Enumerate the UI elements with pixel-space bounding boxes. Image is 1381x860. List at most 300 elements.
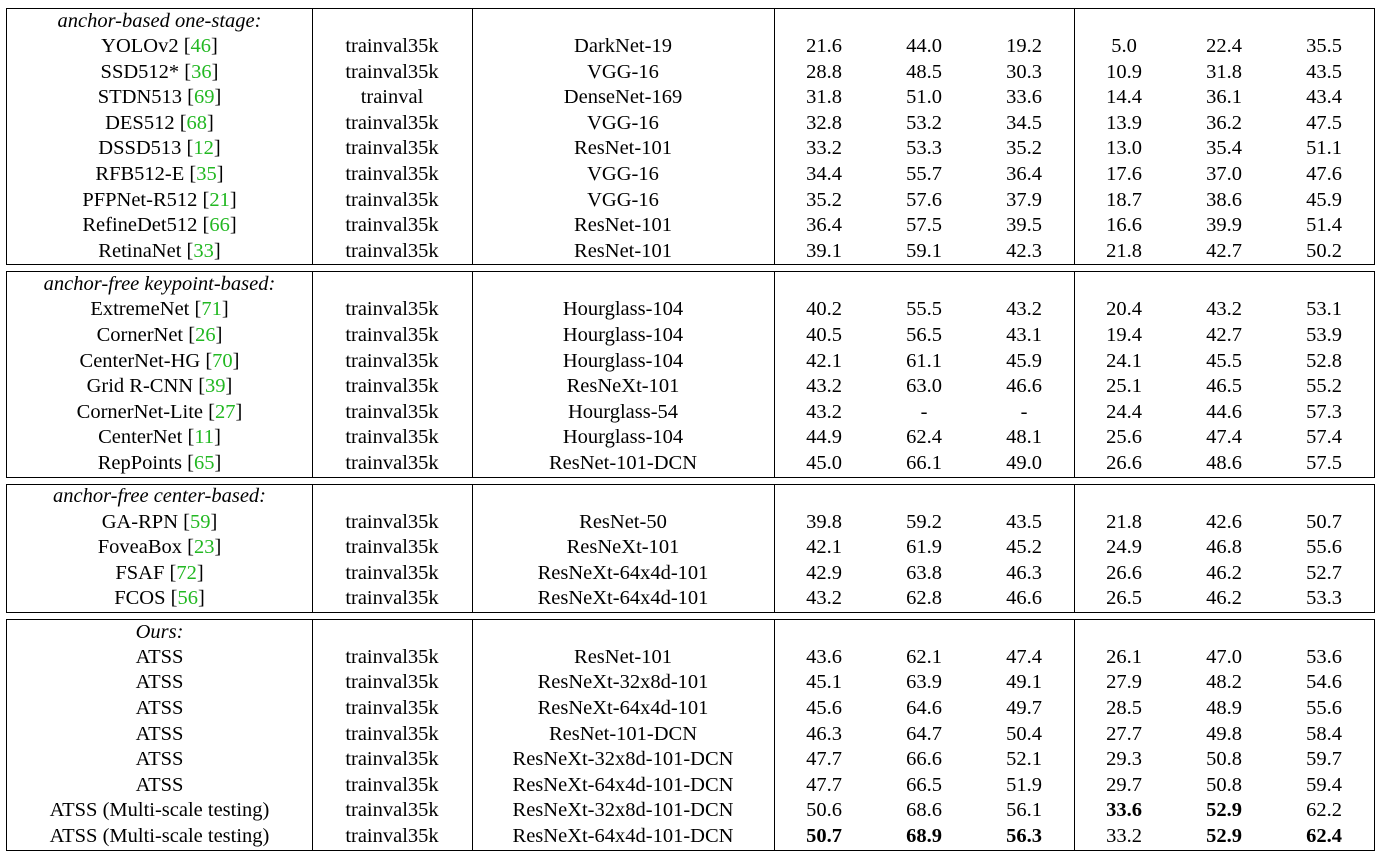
table-row xyxy=(7,824,1374,850)
citation-close: ] xyxy=(229,214,237,237)
table-section xyxy=(6,619,1375,851)
backbone-cell: ResNeXt-101 xyxy=(566,375,680,398)
table-row xyxy=(7,425,1374,451)
metric-cell: 66.1 xyxy=(906,451,942,474)
data-cell: trainval35k xyxy=(345,587,439,610)
method-cell xyxy=(7,510,312,536)
metric-cell: 34.4 xyxy=(806,162,842,185)
metric-cell: 55.6 xyxy=(1306,536,1342,559)
method-cell xyxy=(7,60,312,86)
method-name: ATSS xyxy=(135,773,184,796)
citation-close: ] xyxy=(207,111,214,134)
metric-cell: 59.1 xyxy=(906,239,942,262)
metric-cell: 47.7 xyxy=(806,748,842,771)
metric-cell: 33.2 xyxy=(806,137,842,160)
metric-cell: 17.6 xyxy=(1106,162,1142,185)
citation-close: ] xyxy=(213,137,221,160)
citation-close: ] xyxy=(213,239,221,262)
method-name: CornerNet-Lite [ xyxy=(76,400,215,423)
backbone-cell: ResNet-101-DCN xyxy=(548,451,698,474)
backbone-cell: ResNeXt-64x4d-101 xyxy=(537,587,709,610)
metric-cell: 63.0 xyxy=(906,375,942,398)
metric-cell: 50.2 xyxy=(1306,239,1342,262)
citation-ref: 72 xyxy=(176,561,197,584)
backbone-cell: ResNet-101 xyxy=(574,214,672,237)
backbone-cell: ResNeXt-32x8d-101 xyxy=(537,671,709,694)
backbone-cell: ResNeXt-64x4d-101 xyxy=(537,561,709,584)
results-table xyxy=(6,8,1375,851)
metric-cell: 51.0 xyxy=(906,86,942,109)
backbone-cell: DenseNet-169 xyxy=(563,86,683,109)
citation-ref: 23 xyxy=(193,536,215,559)
metric-cell: 51.1 xyxy=(1306,137,1342,160)
table-row xyxy=(7,34,1374,60)
method-name: FoveaBox [ xyxy=(97,536,194,559)
data-cell: trainval35k xyxy=(345,645,439,668)
metric-cell: 24.9 xyxy=(1106,536,1142,559)
metric-cell: 45.9 xyxy=(1306,188,1342,211)
backbone-cell: Hourglass-104 xyxy=(562,426,684,449)
metric-cell: 45.2 xyxy=(1006,536,1042,559)
metric-cell: 43.2 xyxy=(1206,298,1242,321)
citation-ref: 39 xyxy=(205,375,226,398)
column-divider xyxy=(312,9,313,264)
metric-cell: 50.7 xyxy=(806,825,842,848)
method-cell xyxy=(7,188,312,214)
citation-close: ] xyxy=(211,60,219,83)
method-cell xyxy=(7,586,312,612)
data-cell: trainval xyxy=(360,86,424,109)
metric-cell: 43.2 xyxy=(806,400,842,423)
metric-cell: - xyxy=(920,400,928,423)
metric-cell: 49.8 xyxy=(1206,722,1242,745)
column-divider xyxy=(1074,272,1075,476)
citation-close: ] xyxy=(221,298,229,321)
method-cell xyxy=(7,722,312,748)
method-cell xyxy=(7,297,312,323)
metric-cell: 5.0 xyxy=(1111,35,1137,57)
metric-cell: 54.6 xyxy=(1306,671,1342,694)
backbone-cell: Hourglass-54 xyxy=(567,400,679,423)
table-row xyxy=(7,773,1374,799)
metric-cell: 56.5 xyxy=(906,323,942,346)
metric-cell: 16.6 xyxy=(1106,214,1142,237)
column-divider xyxy=(1074,485,1075,612)
method-cell xyxy=(7,323,312,349)
metric-cell: 52.9 xyxy=(1206,825,1242,848)
method-name: GA-RPN [ xyxy=(101,510,190,533)
metric-cell: 14.4 xyxy=(1106,86,1142,109)
metric-cell: 43.6 xyxy=(806,645,842,668)
metric-cell: 48.1 xyxy=(1006,426,1042,449)
method-name: ATSS (Multi-scale testing) xyxy=(49,825,270,848)
metric-cell: 46.8 xyxy=(1206,536,1242,559)
metric-cell: 53.6 xyxy=(1306,645,1342,668)
method-name: Grid R-CNN [ xyxy=(86,375,206,398)
metric-cell: 24.1 xyxy=(1106,349,1142,372)
metric-cell: 33.2 xyxy=(1106,825,1142,848)
backbone-cell: ResNet-50 xyxy=(579,510,667,533)
citation-ref: 59 xyxy=(189,510,211,533)
metric-cell: 66.5 xyxy=(906,773,942,796)
table-section xyxy=(6,484,1375,613)
citation-ref: 56 xyxy=(177,587,198,610)
metric-cell: 33.6 xyxy=(1106,799,1142,822)
metric-cell: 46.3 xyxy=(1006,561,1042,584)
metric-cell: 53.3 xyxy=(1306,587,1342,610)
metric-cell: 25.1 xyxy=(1106,375,1142,398)
method-cell xyxy=(7,34,312,60)
metric-cell: 51.4 xyxy=(1306,214,1342,237)
metric-cell: 28.8 xyxy=(806,60,842,83)
metric-cell: 64.6 xyxy=(906,697,942,720)
metric-cell: 26.1 xyxy=(1106,645,1142,668)
citation-ref: 68 xyxy=(186,111,208,134)
method-name: RetinaNet [ xyxy=(98,239,194,262)
metric-cell: 53.3 xyxy=(906,137,942,160)
table-row xyxy=(7,85,1374,111)
metric-cell: 39.9 xyxy=(1206,214,1242,237)
metric-cell: 42.1 xyxy=(806,349,842,372)
method-cell xyxy=(7,111,312,137)
metric-cell: 68.6 xyxy=(906,799,942,822)
metric-cell: 53.1 xyxy=(1306,298,1342,321)
table-section xyxy=(6,8,1375,265)
metric-cell: 33.6 xyxy=(1006,86,1042,109)
citation-close: ] xyxy=(235,400,243,423)
metric-cell: 10.9 xyxy=(1106,60,1142,83)
citation-close: ] xyxy=(196,561,204,584)
citation-ref: 35 xyxy=(196,162,217,185)
metric-cell: 62.4 xyxy=(906,426,942,449)
metric-cell: 50.8 xyxy=(1206,748,1242,771)
method-cell xyxy=(7,374,312,400)
metric-cell: 36.1 xyxy=(1206,86,1242,109)
metric-cell: 56.3 xyxy=(1006,825,1042,848)
metric-cell: 55.6 xyxy=(1306,697,1342,720)
metric-cell: 29.3 xyxy=(1106,748,1142,771)
column-divider xyxy=(1074,620,1075,850)
data-cell: trainval35k xyxy=(345,722,439,745)
method-name: ATSS xyxy=(135,645,184,668)
metric-cell: 47.7 xyxy=(806,773,842,796)
method-name: ExtremeNet [ xyxy=(90,298,202,321)
column-divider xyxy=(774,272,775,476)
metric-cell: 26.5 xyxy=(1106,587,1142,610)
citation-close: ] xyxy=(216,162,224,185)
table-row xyxy=(7,162,1374,188)
metric-cell: 51.9 xyxy=(1006,773,1042,796)
data-cell: trainval35k xyxy=(345,323,439,346)
metric-cell: 31.8 xyxy=(806,86,842,109)
data-cell: trainval35k xyxy=(345,298,439,321)
data-cell: trainval35k xyxy=(345,536,439,559)
metric-cell: 39.8 xyxy=(806,510,842,533)
method-name: FCOS [ xyxy=(114,587,178,610)
column-divider xyxy=(312,485,313,612)
data-cell: trainval35k xyxy=(345,748,439,771)
table-row xyxy=(7,722,1374,748)
citation-close: ] xyxy=(214,426,221,449)
data-cell: trainval35k xyxy=(345,111,439,134)
table-row xyxy=(7,645,1374,671)
metric-cell: 43.5 xyxy=(1006,510,1042,533)
metric-cell: 56.1 xyxy=(1006,799,1042,822)
method-name: STDN513 [ xyxy=(97,86,194,109)
data-cell: trainval35k xyxy=(345,773,439,796)
method-name: PFPNet-R512 [ xyxy=(82,188,210,211)
citation-close: ] xyxy=(214,536,222,559)
method-name: ATSS xyxy=(135,697,184,720)
metric-cell: 42.3 xyxy=(1006,239,1042,262)
column-divider xyxy=(774,9,775,264)
metric-cell: 62.1 xyxy=(906,645,942,668)
metric-cell: 45.1 xyxy=(806,671,842,694)
metric-cell: 68.9 xyxy=(906,825,942,848)
metric-cell: 49.0 xyxy=(1006,451,1042,474)
metric-cell: 48.9 xyxy=(1206,697,1242,720)
backbone-cell: ResNeXt-32x8d-101-DCN xyxy=(512,799,734,822)
metric-cell: 46.5 xyxy=(1206,375,1242,398)
metric-cell: 40.5 xyxy=(806,323,842,346)
metric-cell: 13.0 xyxy=(1106,137,1142,160)
metric-cell: 58.4 xyxy=(1306,722,1342,745)
citation-ref: 71 xyxy=(201,298,222,321)
metric-cell: 42.7 xyxy=(1206,323,1242,346)
metric-cell: 47.0 xyxy=(1206,645,1242,668)
table-row xyxy=(7,747,1374,773)
metric-cell: 50.8 xyxy=(1206,773,1242,796)
table-row xyxy=(7,798,1374,824)
citation-close: ] xyxy=(215,323,223,346)
metric-cell: 55.2 xyxy=(1306,375,1342,398)
backbone-cell: VGG-16 xyxy=(587,60,659,83)
data-cell: trainval35k xyxy=(345,510,439,533)
citation-ref: 36 xyxy=(191,60,212,83)
backbone-cell: ResNet-101 xyxy=(574,137,672,160)
metric-cell: 59.7 xyxy=(1306,748,1342,771)
table-row xyxy=(7,111,1374,137)
backbone-cell: VGG-16 xyxy=(587,188,659,211)
method-cell xyxy=(7,670,312,696)
metric-cell: 39.1 xyxy=(806,239,842,262)
metric-cell: 19.2 xyxy=(1006,35,1042,57)
backbone-cell: Hourglass-104 xyxy=(562,323,684,346)
metric-cell: 48.6 xyxy=(1206,451,1242,474)
metric-cell: 42.9 xyxy=(806,561,842,584)
column-divider xyxy=(472,485,473,612)
backbone-cell: ResNeXt-64x4d-101 xyxy=(537,697,709,720)
method-cell xyxy=(7,535,312,561)
metric-cell: 50.4 xyxy=(1006,722,1042,745)
method-cell xyxy=(7,696,312,722)
method-name: CornerNet [ xyxy=(96,323,196,346)
metric-cell: 37.9 xyxy=(1006,188,1042,211)
method-name: RFB512-E [ xyxy=(95,162,197,185)
metric-cell: 30.3 xyxy=(1006,60,1042,83)
data-cell: trainval35k xyxy=(345,799,439,822)
metric-cell: 45.6 xyxy=(806,697,842,720)
metric-cell: 35.5 xyxy=(1306,35,1342,57)
metric-cell: 66.6 xyxy=(906,748,942,771)
method-name: RepPoints [ xyxy=(97,451,194,474)
metric-cell: 22.4 xyxy=(1206,35,1242,57)
method-cell xyxy=(7,85,312,111)
method-cell xyxy=(7,561,312,587)
method-name: YOLOv2 [ xyxy=(101,35,191,57)
metric-cell: 50.6 xyxy=(806,799,842,822)
table-row xyxy=(7,239,1374,265)
metric-cell: 42.1 xyxy=(806,536,842,559)
metric-cell: 57.3 xyxy=(1306,400,1342,423)
metric-cell: 59.2 xyxy=(906,510,942,533)
metric-cell: 20.4 xyxy=(1106,298,1142,321)
column-divider xyxy=(312,620,313,850)
data-cell: trainval35k xyxy=(345,451,439,474)
citation-close: ] xyxy=(214,86,222,109)
citation-ref: 65 xyxy=(193,451,215,474)
method-cell xyxy=(7,773,312,799)
metric-cell: 24.4 xyxy=(1106,400,1142,423)
metric-cell: 13.9 xyxy=(1106,111,1142,134)
metric-cell: 55.5 xyxy=(906,298,942,321)
metric-cell: 36.4 xyxy=(806,214,842,237)
data-cell: trainval35k xyxy=(345,825,439,848)
section-label: anchor-based one-stage: xyxy=(57,9,262,32)
table-row xyxy=(7,670,1374,696)
method-cell xyxy=(7,400,312,426)
metric-cell: 29.7 xyxy=(1106,773,1142,796)
table-row xyxy=(7,323,1374,349)
citation-ref: 33 xyxy=(193,239,214,262)
metric-cell: 52.9 xyxy=(1206,799,1242,822)
metric-cell: 34.5 xyxy=(1006,111,1042,134)
metric-cell: 48.2 xyxy=(1206,671,1242,694)
table-row xyxy=(7,586,1374,612)
method-name: DES512 [ xyxy=(105,111,187,134)
column-divider xyxy=(774,485,775,612)
data-cell: trainval35k xyxy=(345,137,439,160)
backbone-cell: Hourglass-104 xyxy=(562,349,684,372)
backbone-cell: ResNet-101 xyxy=(574,239,672,262)
metric-cell: 62.2 xyxy=(1306,799,1342,822)
table-row xyxy=(7,374,1374,400)
citation-close: ] xyxy=(197,587,205,610)
metric-cell: 45.5 xyxy=(1206,349,1242,372)
table-section xyxy=(6,271,1375,477)
metric-cell: 48.5 xyxy=(906,60,942,83)
backbone-cell: ResNeXt-64x4d-101-DCN xyxy=(512,825,734,848)
citation-ref: 21 xyxy=(209,188,230,211)
metric-cell: 37.0 xyxy=(1206,162,1242,185)
data-cell: trainval35k xyxy=(345,426,439,449)
backbone-cell: ResNeXt-64x4d-101-DCN xyxy=(512,773,734,796)
table-row xyxy=(7,188,1374,214)
column-divider xyxy=(472,272,473,476)
metric-cell: 52.1 xyxy=(1006,748,1042,771)
metric-cell: 52.7 xyxy=(1306,561,1342,584)
method-cell xyxy=(7,213,312,239)
metric-cell: 21.6 xyxy=(806,35,842,57)
column-divider xyxy=(312,272,313,476)
table-row xyxy=(7,349,1374,375)
table-row xyxy=(7,696,1374,722)
citation-ref: 70 xyxy=(212,349,233,372)
method-name: ATSS xyxy=(135,722,184,745)
metric-cell: 35.2 xyxy=(1006,137,1042,160)
metric-cell: 47.6 xyxy=(1306,162,1342,185)
metric-cell: 49.1 xyxy=(1006,671,1042,694)
method-cell xyxy=(7,239,312,265)
metric-cell: 44.9 xyxy=(806,426,842,449)
metric-cell: - xyxy=(1020,400,1028,423)
metric-cell: 42.6 xyxy=(1206,510,1242,533)
citation-ref: 11 xyxy=(194,426,215,449)
backbone-cell: VGG-16 xyxy=(587,111,659,134)
metric-cell: 57.5 xyxy=(1306,451,1342,474)
metric-cell: 55.7 xyxy=(906,162,942,185)
column-divider xyxy=(472,620,473,850)
table-row xyxy=(7,60,1374,86)
method-cell xyxy=(7,349,312,375)
metric-cell: 46.6 xyxy=(1006,587,1042,610)
column-divider xyxy=(1074,9,1075,264)
citation-close: ] xyxy=(232,349,240,372)
metric-cell: 62.4 xyxy=(1306,825,1342,848)
table-row xyxy=(7,535,1374,561)
metric-cell: 57.5 xyxy=(906,214,942,237)
table-row xyxy=(7,451,1374,477)
citation-ref: 69 xyxy=(193,86,215,109)
metric-cell: 46.2 xyxy=(1206,561,1242,584)
metric-cell: 53.2 xyxy=(906,111,942,134)
citation-ref: 26 xyxy=(195,323,216,346)
method-name: SSD512* [ xyxy=(100,60,192,83)
metric-cell: 63.8 xyxy=(906,561,942,584)
data-cell: trainval35k xyxy=(345,239,439,262)
metric-cell: 49.7 xyxy=(1006,697,1042,720)
metric-cell: 47.4 xyxy=(1006,645,1042,668)
metric-cell: 25.6 xyxy=(1106,426,1142,449)
backbone-cell: DarkNet-19 xyxy=(574,35,672,57)
method-cell xyxy=(7,798,312,824)
metric-cell: 53.9 xyxy=(1306,323,1342,346)
data-cell: trainval35k xyxy=(345,162,439,185)
method-cell xyxy=(7,162,312,188)
citation-ref: 12 xyxy=(193,137,214,160)
method-name: CenterNet [ xyxy=(98,426,195,449)
metric-cell: 26.6 xyxy=(1106,561,1142,584)
method-name: ATSS xyxy=(135,671,184,694)
section-header xyxy=(7,9,1374,34)
metric-cell: 43.2 xyxy=(806,587,842,610)
data-cell: trainval35k xyxy=(345,35,439,57)
data-cell: trainval35k xyxy=(345,214,439,237)
metric-cell: 47.4 xyxy=(1206,426,1242,449)
metric-cell: 28.5 xyxy=(1106,697,1142,720)
section-header xyxy=(7,620,1374,645)
citation-close: ] xyxy=(211,35,218,57)
metric-cell: 40.2 xyxy=(806,298,842,321)
method-name: ATSS (Multi-scale testing) xyxy=(49,799,270,822)
data-cell: trainval35k xyxy=(345,561,439,584)
method-name: DSSD513 [ xyxy=(98,137,194,160)
table-row xyxy=(7,136,1374,162)
data-cell: trainval35k xyxy=(345,375,439,398)
metric-cell: 42.7 xyxy=(1206,239,1242,262)
backbone-cell: ResNeXt-32x8d-101-DCN xyxy=(512,748,734,771)
metric-cell: 46.6 xyxy=(1006,375,1042,398)
